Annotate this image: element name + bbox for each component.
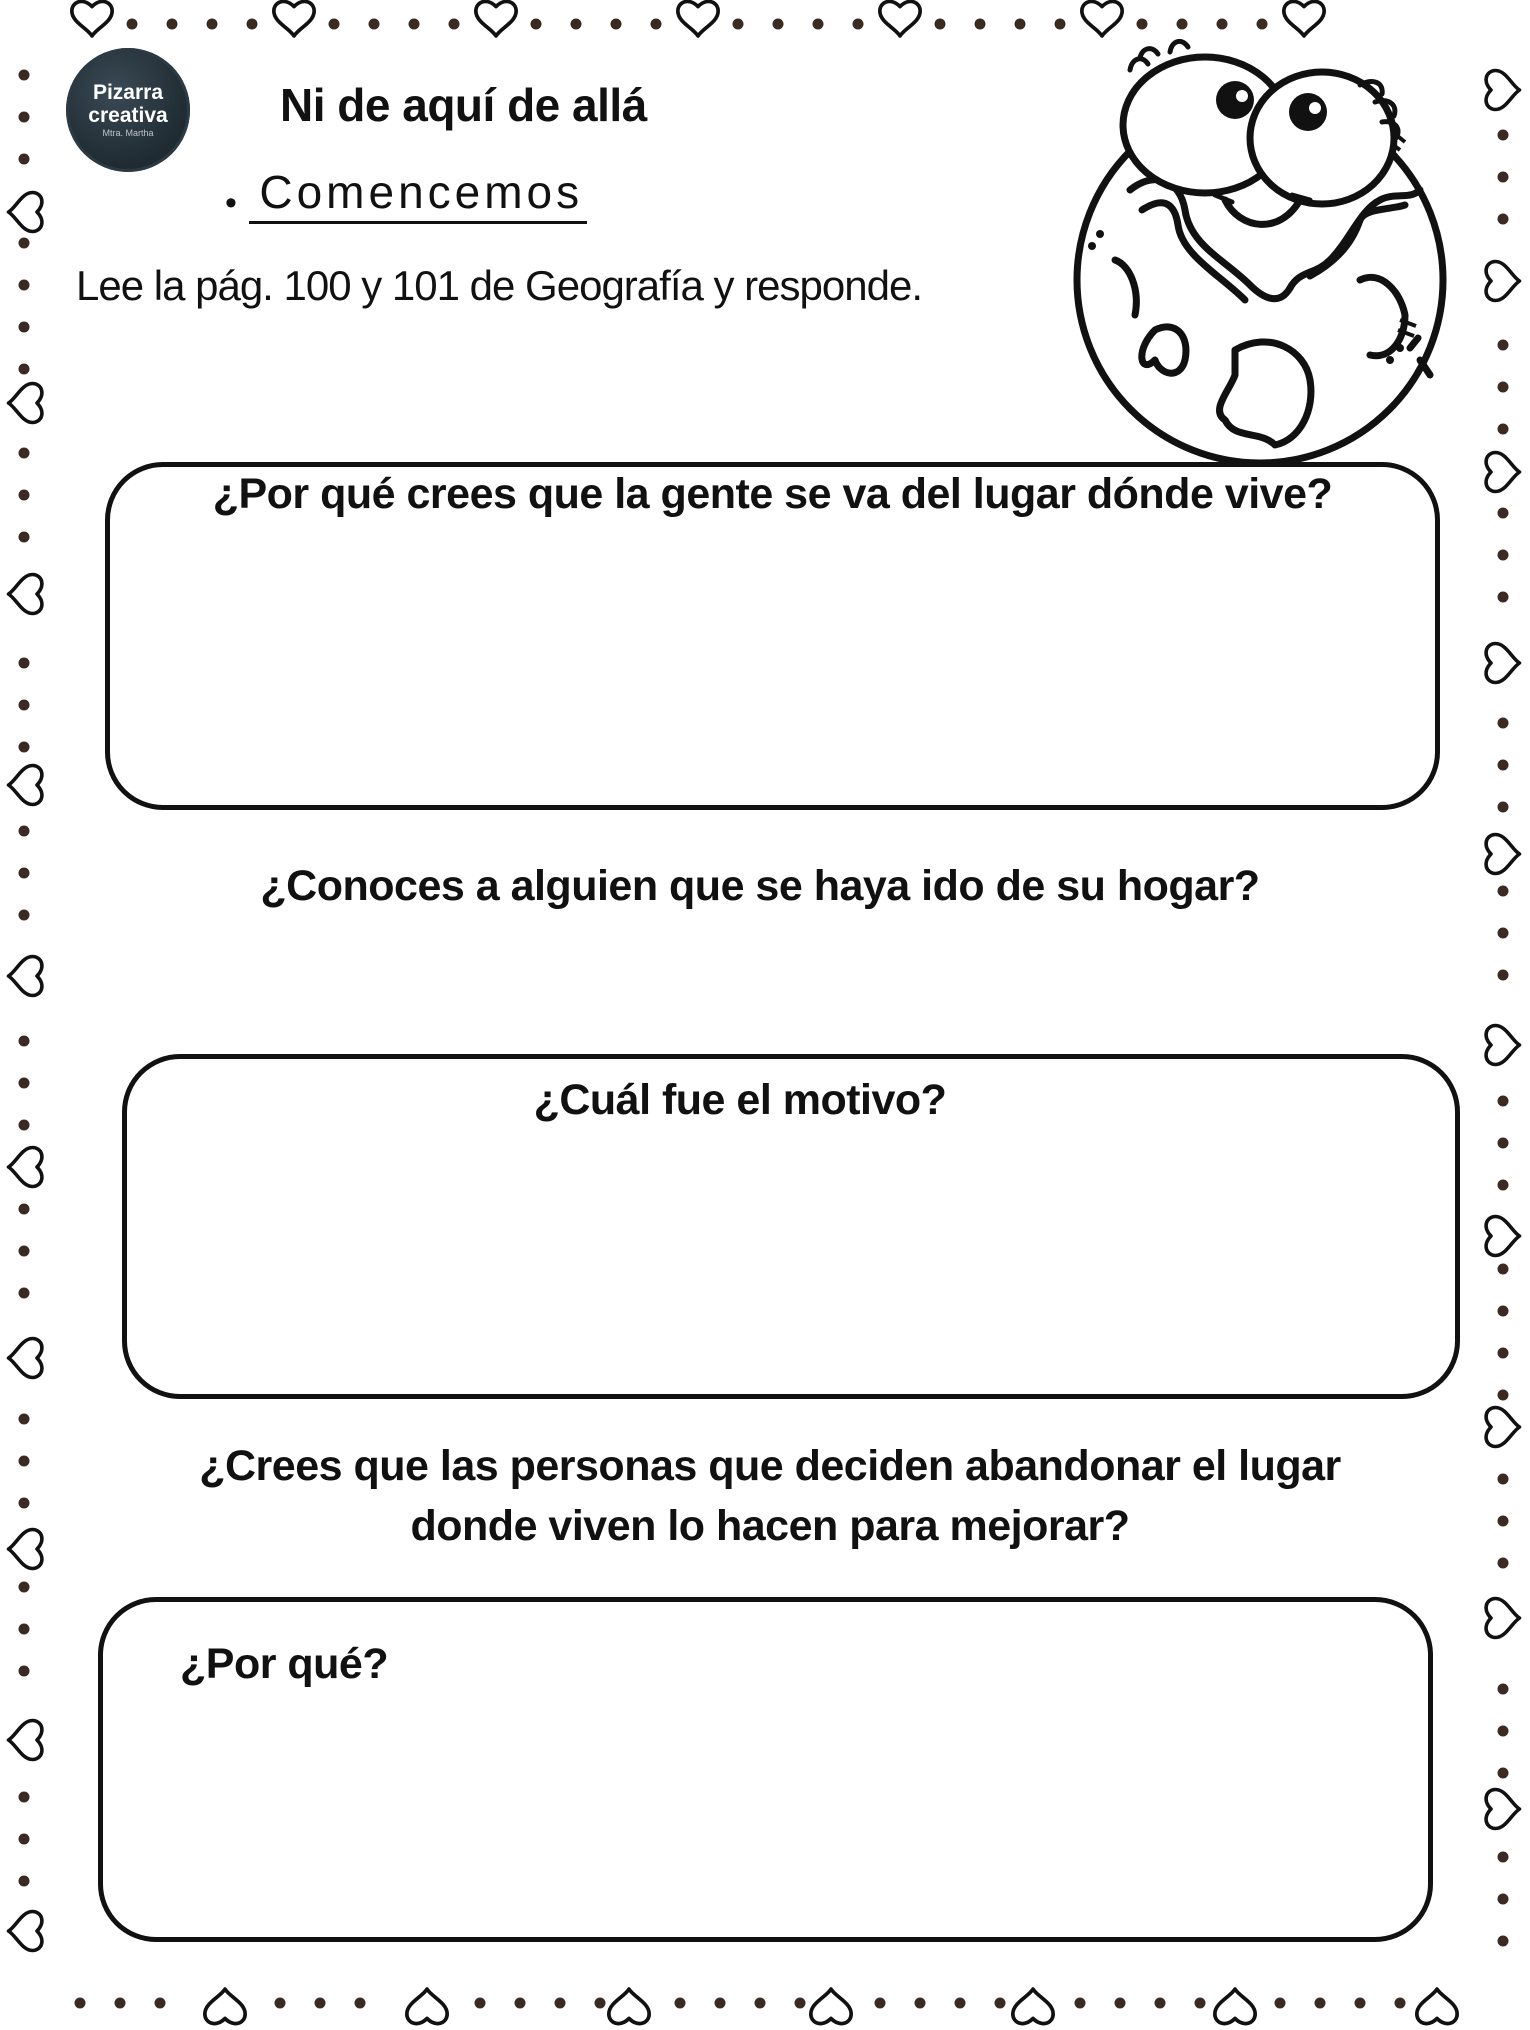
heart-icon [1486, 1026, 1519, 1065]
heart-icon [9, 1530, 42, 1569]
border-dot [1498, 1348, 1509, 1359]
border-dot [975, 19, 986, 30]
border-dot [115, 1998, 126, 2009]
heart-icon [9, 766, 42, 805]
heart-icon [1486, 1599, 1519, 1638]
border-dot [1498, 802, 1509, 813]
border-dot [19, 1414, 30, 1425]
question-2: ¿Conoces a alguien que se haya ido de su hogar? [260, 862, 1260, 910]
heart-icon [9, 384, 42, 423]
heart-icon [9, 575, 42, 614]
border-dot [715, 1998, 726, 2009]
border-dot [1498, 1852, 1509, 1863]
heart-icon [880, 1, 920, 36]
question-4: ¿Crees que las personas que deciden abandonar el lugar donde viven lo hacen para mejorar? [199, 1442, 1341, 1550]
border-dot [19, 1582, 30, 1593]
border-dot [19, 910, 30, 921]
border-dot [1498, 1768, 1509, 1779]
border-dot [1395, 1998, 1406, 2009]
border-dot [1498, 592, 1509, 603]
border-dot [275, 1998, 286, 2009]
border-dot [1155, 1998, 1166, 2009]
border-dot [1498, 1936, 1509, 1947]
border-dot [19, 238, 30, 249]
border-dot [1498, 1684, 1509, 1695]
border-dot [19, 1036, 30, 1047]
instruction-text: Lee la pág. 100 y 101 de Geografía y responde. [76, 262, 922, 309]
border-dot [19, 1498, 30, 1509]
border-dot [19, 1246, 30, 1257]
border-dot [1498, 1474, 1509, 1485]
border-dot [1498, 214, 1509, 225]
subtitle-row [225, 165, 587, 224]
border-dot [853, 19, 864, 30]
border-dot [19, 700, 30, 711]
border-dot [369, 19, 380, 30]
border-dot [127, 19, 138, 30]
border-dot [651, 19, 662, 30]
border-dot [19, 1876, 30, 1887]
heart-icon [1417, 1989, 1457, 2024]
heart-icon [678, 1, 718, 36]
worksheet-title: Ni de aquí de allá [280, 79, 647, 131]
border-dot [19, 154, 30, 165]
border-dot [19, 826, 30, 837]
logo-line-1: Pizarra [92, 80, 164, 104]
heart-icon [205, 1989, 245, 2024]
border-dot [1498, 1894, 1509, 1905]
heart-icon [9, 1912, 42, 1951]
border-dot [555, 1998, 566, 2009]
border-dot [19, 1078, 30, 1089]
border-dot [19, 658, 30, 669]
border-dot [207, 19, 218, 30]
border-dot [955, 1998, 966, 2009]
border-dot [329, 19, 340, 30]
heart-icon [407, 1989, 447, 2024]
border-dot [19, 532, 30, 543]
border-dot [1498, 1180, 1509, 1191]
logo-line-3: Mtra. Martha [102, 128, 154, 139]
border-dot [19, 1456, 30, 1467]
heart-icon [1486, 835, 1519, 874]
border-dot [315, 1998, 326, 2009]
border-dot [935, 19, 946, 30]
border-dot [995, 1998, 1006, 2009]
border-dot [19, 868, 30, 879]
heart-icon [1486, 262, 1519, 301]
heart-icon [1215, 1989, 1255, 2024]
border-dot [1498, 718, 1509, 729]
border-dot [247, 19, 258, 30]
border-dot [155, 1998, 166, 2009]
border-dot [1498, 1726, 1509, 1737]
border-dot [1498, 1264, 1509, 1275]
border-dot [1498, 1138, 1509, 1149]
border-dot [19, 1204, 30, 1215]
border-dot [1498, 1558, 1509, 1569]
border-dot [19, 70, 30, 81]
border-dot [19, 1624, 30, 1635]
border-dot [1498, 424, 1509, 435]
border-dot [19, 322, 30, 333]
border-dot [1355, 1998, 1366, 2009]
heart-icon [1486, 1408, 1519, 1447]
border-dot [1075, 1998, 1086, 2009]
border-dot [595, 1998, 606, 2009]
heart-icon [609, 1989, 649, 2024]
border-dot [19, 112, 30, 123]
heart-icon [811, 1989, 851, 2024]
border-dot [1257, 19, 1268, 30]
border-dot [19, 1834, 30, 1845]
border-dot [1055, 19, 1066, 30]
heart-icon [9, 1339, 42, 1378]
border-dot [611, 19, 622, 30]
border-dot [1498, 508, 1509, 519]
border-dot [675, 1998, 686, 2009]
border-dot [1315, 1998, 1326, 2009]
border-dot [813, 19, 824, 30]
border-dot [1498, 382, 1509, 393]
border-dot [1177, 19, 1188, 30]
question-3: ¿Cuál fue el motivo? [533, 1076, 947, 1124]
border-dot [75, 1998, 86, 2009]
border-dot [1498, 172, 1509, 183]
bullet-icon: • [225, 184, 237, 223]
border-dot [449, 19, 460, 30]
heart-icon [9, 193, 42, 232]
border-dot [1015, 19, 1026, 30]
border-dot [19, 1120, 30, 1131]
border-dot [773, 19, 784, 30]
heart-icon [1013, 1989, 1053, 2024]
question-1: ¿Por qué crees que la gente se va del lugar dónde vive? [212, 470, 1333, 518]
border-dot [1275, 1998, 1286, 2009]
border-dot [795, 1998, 806, 2009]
border-dot [19, 742, 30, 753]
border-dot [733, 19, 744, 30]
heart-icon [9, 1148, 42, 1187]
border-dot [1115, 1998, 1126, 2009]
border-dot [19, 1288, 30, 1299]
pizarra-creativa-logo [66, 48, 190, 172]
border-dot [1498, 886, 1509, 897]
border-dot [1498, 550, 1509, 561]
border-dot [19, 364, 30, 375]
heart-icon [1486, 1790, 1519, 1829]
heart-icon [476, 1, 516, 36]
border-dot [19, 490, 30, 501]
border-dot [1195, 1998, 1206, 2009]
heart-icon [1486, 453, 1519, 492]
heart-icon [1486, 71, 1519, 110]
border-dot [571, 19, 582, 30]
heart-icon [9, 1721, 42, 1760]
border-dot [1498, 1516, 1509, 1527]
border-dot [755, 1998, 766, 2009]
heart-icon [72, 1, 112, 36]
border-dot [1498, 1390, 1509, 1401]
border-dot [355, 1998, 366, 2009]
smiling-earth-icon [1060, 30, 1480, 470]
border-dot [1498, 928, 1509, 939]
border-dot [1498, 1306, 1509, 1317]
question-5: ¿Por qué? [180, 1640, 389, 1688]
border-dot [531, 19, 542, 30]
heart-icon [1486, 1217, 1519, 1256]
border-dot [19, 1792, 30, 1803]
border-dot [915, 1998, 926, 2009]
border-dot [1498, 1096, 1509, 1107]
border-dot [1498, 340, 1509, 351]
section-subtitle: Comencemos [249, 165, 587, 224]
border-dot [409, 19, 420, 30]
border-dot [1498, 130, 1509, 141]
logo-line-2: creativa [88, 104, 168, 128]
border-dot [1217, 19, 1228, 30]
border-dot [875, 1998, 886, 2009]
border-dot [515, 1998, 526, 2009]
heart-icon [9, 957, 42, 996]
border-dot [19, 280, 30, 291]
border-dot [19, 448, 30, 459]
border-dot [1137, 19, 1148, 30]
heart-icon [1486, 644, 1519, 683]
heart-icon [274, 1, 314, 36]
border-dot [475, 1998, 486, 2009]
border-dot [19, 1666, 30, 1677]
border-dot [1498, 760, 1509, 771]
border-dot [167, 19, 178, 30]
border-dot [1498, 970, 1509, 981]
